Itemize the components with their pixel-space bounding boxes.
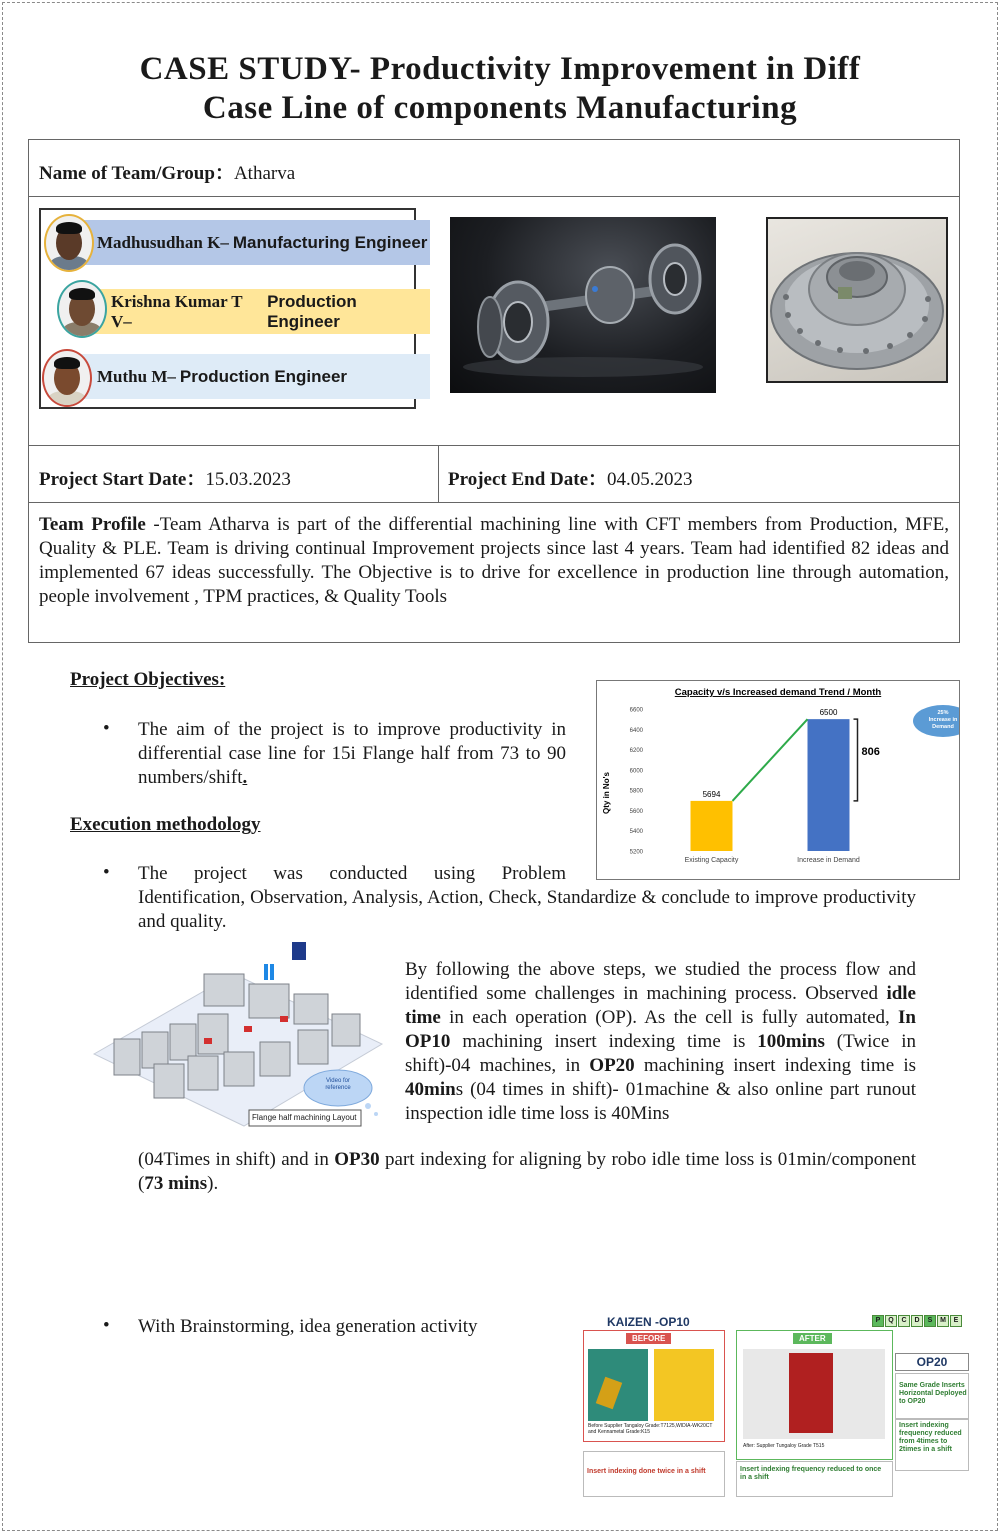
member-role-2: Production Engineer [267, 291, 357, 331]
member-name-2: Krishna Kumar T V– [111, 291, 243, 331]
end-date-label: Project End Date [448, 469, 589, 490]
start-date-label: Project Start Date [39, 469, 187, 490]
delta-bracket [854, 719, 858, 801]
pqcdsme-letter-q: Q [885, 1315, 897, 1327]
op20-note1-box [895, 1373, 969, 1419]
process-text-8: ). [207, 1173, 219, 1194]
process-text-5: machining insert indexing time is [634, 1055, 916, 1076]
member-role-3: Production Engineer [179, 366, 348, 386]
before-note: Insert indexing done twice in a shift [587, 1468, 706, 1475]
dates-row [28, 445, 960, 503]
images-row [28, 196, 960, 446]
member-band-2 [95, 289, 430, 334]
y-tick-label: 6200 [629, 748, 643, 755]
video-reference-bubble: Video for reference [325, 1078, 351, 1091]
process-text-7: part indexing for aligning by robo idle time loss is 01min/component ( [138, 1149, 917, 1194]
pqcdsme-letter-e: E [950, 1315, 962, 1327]
chart-y-ticks [630, 708, 644, 856]
pqcdsme-letter-s: S [924, 1315, 936, 1327]
team-sep: ： [214, 163, 234, 184]
team-members-card [39, 208, 428, 409]
objectives-heading: Project Objectives: [70, 669, 226, 690]
execution-first-line: The project was conducted using Problem [138, 863, 566, 884]
capacity-chart [596, 680, 960, 880]
execution-bullet-dot: • [103, 862, 110, 883]
before-photo-insert [654, 1349, 714, 1421]
chart-svg [597, 681, 959, 879]
process-bold-4: OP20 [589, 1055, 635, 1076]
before-label: BEFORE [626, 1333, 671, 1344]
process-bold-7: 73 mins [144, 1173, 208, 1194]
chart-title: Capacity v/s Increased demand Trend / Month [674, 687, 882, 698]
axle-drawing [450, 217, 716, 393]
after-photo-package [789, 1353, 833, 1433]
process-bold-2: In OP10 [405, 1007, 916, 1052]
avatar-1 [44, 214, 94, 272]
chart-ylabel: Qty in No's [602, 772, 611, 814]
process-text-6b: (04Times in shift) and in [138, 1149, 335, 1170]
process-bold-3: 100mins [757, 1031, 825, 1052]
member-name-3: Muthu M– [97, 366, 176, 386]
y-tick-label: 6600 [629, 707, 643, 714]
bar-1 [808, 719, 850, 851]
objectives-end: . [242, 767, 248, 788]
chart-bars [685, 708, 860, 864]
kaizen-panel [581, 1313, 991, 1498]
process-text-6a: s (04 times in shift)- 01machine & also online part runout inspection idle time loss is 40Mins [405, 1079, 916, 1124]
end-date-value: 04.05.2023 [607, 469, 693, 490]
before-caption: Before Supplier Tangaloy Grade:T7125,WIDIA-WK20CT and Kennametal Grade:K15 [588, 1423, 713, 1435]
pqcdsme-letter-p: P [872, 1315, 884, 1327]
y-tick-label: 5600 [629, 808, 643, 815]
before-note-box [583, 1451, 725, 1497]
op20-note2-box [895, 1419, 969, 1471]
op20-note2: Insert indexing frequency reduced from 4times to 2times in a shift [899, 1422, 962, 1453]
bar-0 [691, 801, 733, 851]
team-label: Name of Team/Group [39, 163, 215, 184]
execution-bullet [138, 862, 916, 886]
flange-image [766, 217, 948, 383]
delta-label: 806 [861, 746, 880, 759]
kaizen-title: KAIZEN -OP10 [607, 1315, 690, 1329]
before-box [583, 1330, 725, 1442]
op20-note1: Same Grade Inserts Horizontal Deployed to OP20 [899, 1382, 967, 1405]
flange-drawing [768, 219, 946, 381]
end-date-sep: ： [588, 469, 608, 490]
page-title [0, 50, 1000, 128]
process-text-1: By following the above steps, we studied the process flow and identified some challenges in machining process. Observed [405, 959, 916, 1004]
bar-value-label: 5694 [702, 789, 721, 799]
y-tick-label: 6000 [629, 768, 643, 775]
process-text-3: machining insert indexing time is [450, 1031, 758, 1052]
execution-heading: Execution methodology [70, 814, 261, 835]
category-label: Increase in Demand [797, 857, 860, 864]
bar-value-label: 6500 [819, 708, 838, 718]
team-cell [39, 158, 295, 185]
title-line-2: Case Line of components Manufacturing [202, 90, 798, 126]
y-tick-label: 5400 [629, 829, 643, 836]
brainstorm-bullet: With Brainstorming, idea generation activity [138, 1316, 478, 1337]
layout-caption: Flange half machining Layout [252, 1113, 357, 1122]
avatar-2 [57, 280, 107, 338]
process-bold-6: OP30 [334, 1149, 380, 1170]
after-box [736, 1330, 893, 1460]
process-text-2: in each operation (OP). As the cell is fully automated, [440, 1007, 899, 1028]
execution-rest: Identification, Observation, Analysis, Action, Check, Standardize & conclude to improve productivity and quality. [138, 887, 916, 932]
objectives-text: The aim of the project is to improve productivity in differential case line for 15i Flange half from 73 to 90 numbers/shift [138, 719, 566, 788]
pqcdsme-letter-m: M [937, 1315, 949, 1327]
y-tick-label: 6400 [629, 727, 643, 734]
y-tick-label: 5800 [629, 788, 643, 795]
team-profile [39, 513, 949, 609]
bubble-text: Demand [932, 724, 954, 730]
process-paragraph-bottom [138, 1148, 916, 1196]
pqcdsme-strip [871, 1315, 962, 1327]
profile-text: -Team Atharva is part of the differential machining line with CFT members from Production, MFE, Quality & PLE. Team is driving continual Improvement projects since last 4 years. Team had identified 82 ideas and implemented 67 ideas successfully. The Objective is to drive for excellence in production line through automation, people involvement , TPM practices, & Quality Tools [39, 514, 949, 607]
after-label: AFTER [793, 1333, 832, 1344]
process-paragraph-top [405, 958, 916, 1150]
member-band-1 [81, 220, 430, 265]
bubble-text: Increase in [928, 717, 958, 723]
avatar-3 [42, 349, 92, 407]
date-divider [438, 446, 439, 502]
process-text-4: (Twice in shift)-04 machines, in [405, 1031, 916, 1076]
after-note: Insert indexing frequency reduced to once in a shift [740, 1466, 882, 1481]
title-line-1: CASE STUDY- Productivity Improvement in Diff [139, 51, 861, 87]
layout-image [84, 934, 384, 1130]
objectives-bullet-dot: • [103, 718, 110, 739]
member-name-1: Madhusudhan K– [97, 232, 229, 252]
brainstorm-bullet-dot: • [103, 1315, 110, 1336]
objectives-bullet [138, 718, 566, 790]
pqcdsme-letter-d: D [911, 1315, 923, 1327]
trend-line [733, 719, 808, 801]
category-label: Existing Capacity [684, 857, 739, 864]
member-band-3 [81, 354, 430, 399]
team-row [28, 139, 960, 197]
process-bold-1: idle time [405, 983, 916, 1028]
team-value: Atharva [233, 163, 296, 184]
op20-label: OP20 [895, 1353, 969, 1371]
y-tick-label: 5200 [629, 849, 643, 856]
profile-label: Team Profile [39, 514, 146, 535]
process-bold-5: 40min [405, 1079, 456, 1100]
bubble-text: 25% [937, 710, 949, 716]
layout-drawing [84, 934, 384, 1130]
profile-row [28, 502, 960, 643]
after-note-box [736, 1461, 893, 1497]
start-date-value: 15.03.2023 [205, 469, 291, 490]
start-date-sep: ： [186, 469, 206, 490]
after-caption: After: Supplier Tungaloy Grade T515 [743, 1443, 825, 1449]
pqcdsme-letter-c: C [898, 1315, 910, 1327]
axle-image [450, 217, 716, 393]
member-role-1: Manufacturing Engineer [232, 232, 428, 252]
